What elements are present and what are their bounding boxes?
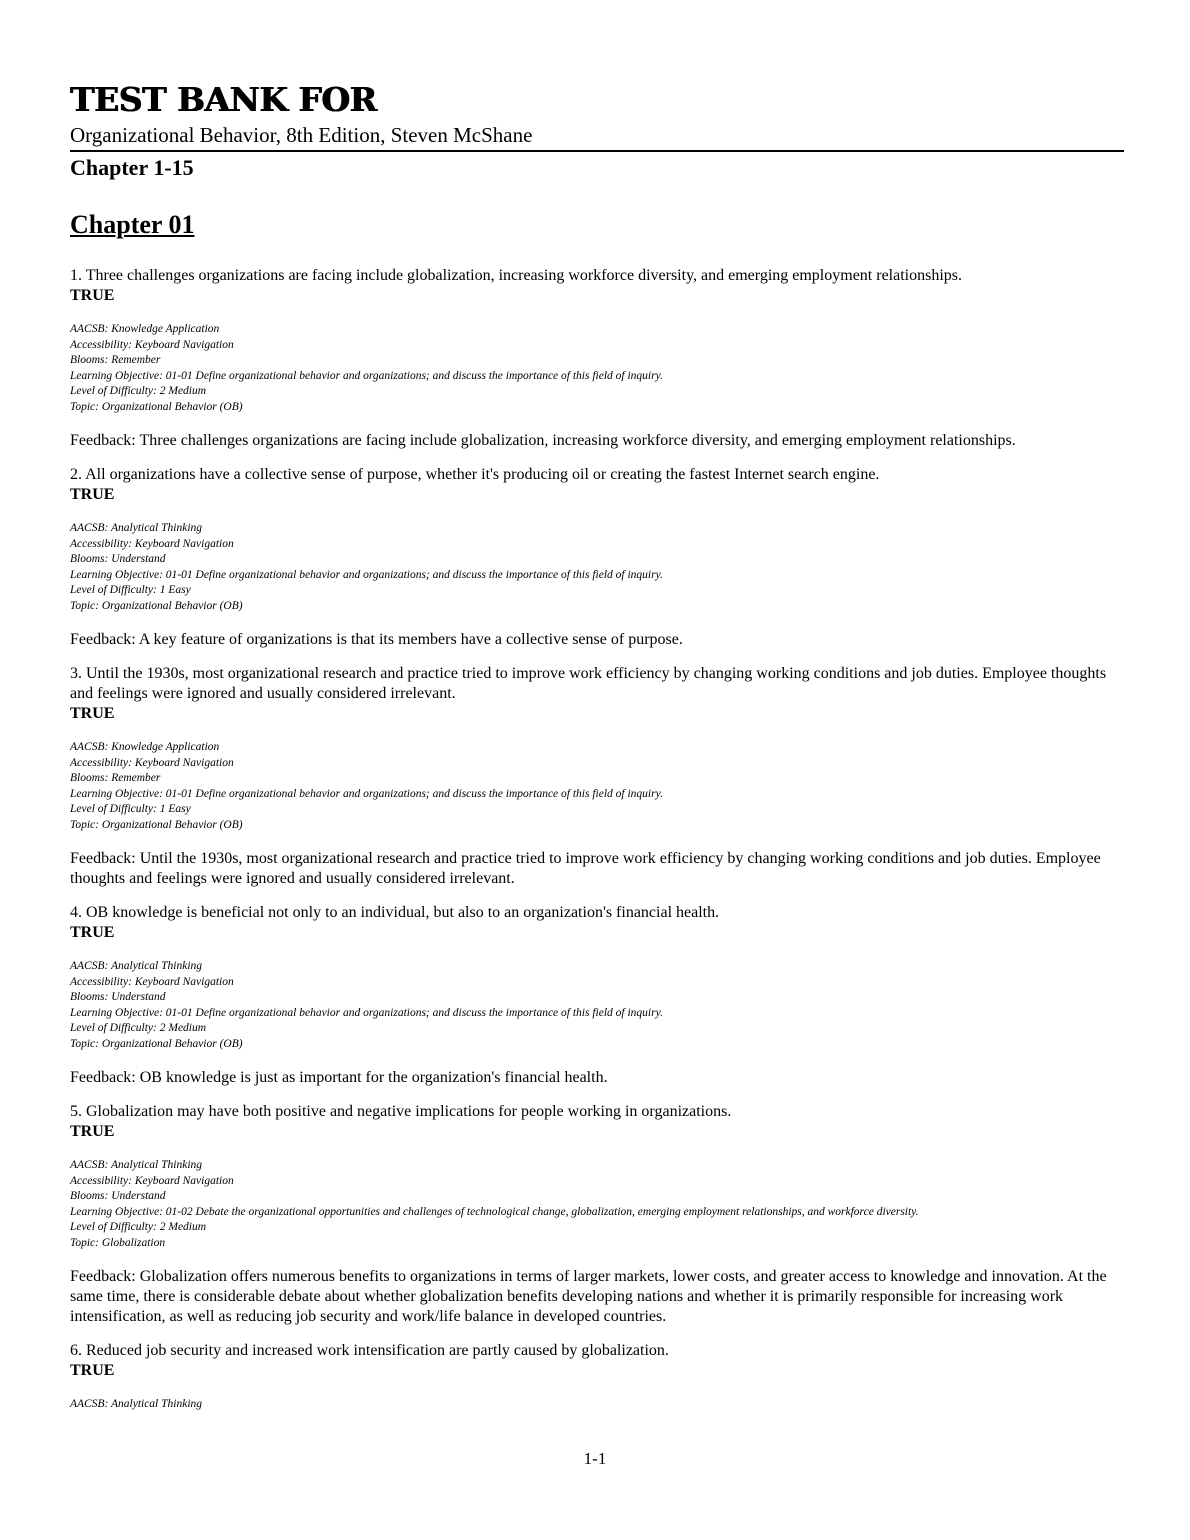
metadata-line: Learning Objective: 01-02 Debate the organizational opportunities and challenges of technological change, globalization, emerging employment relationships, and workforce diversity.: [70, 1205, 919, 1218]
metadata-line: Level of Difficulty: 1 Easy: [70, 584, 191, 596]
question-list: [70, 266, 1124, 1413]
book-subtitle: Organizational Behavior, 8th Edition, Steven McShane: [70, 123, 533, 147]
metadata-line: Accessibility: Keyboard Navigation: [70, 756, 234, 769]
question-item: [70, 266, 1124, 451]
question-metadata: [70, 959, 1124, 1052]
question-text: 3. Until the 1930s, most organizational research and practice tried to improve work efficiency by changing working conditions and job duties. Employee thoughts and feelings were ignored and usually considered irrelevant.: [70, 665, 1107, 702]
chapter-range: Chapter 1-15: [70, 155, 194, 180]
metadata-line: Accessibility: Keyboard Navigation: [70, 975, 234, 988]
metadata-line: Level of Difficulty: 2 Medium: [70, 385, 207, 397]
question-answer: TRUE: [70, 287, 115, 304]
metadata-line: AACSB: Analytical Thinking: [70, 522, 203, 534]
question-metadata: [70, 521, 1124, 614]
metadata-line: Learning Objective: 01-01 Define organizational behavior and organizations; and discuss the importance of this field of inquiry.: [70, 568, 663, 581]
document-header: [70, 80, 1124, 182]
metadata-line: Topic: Organizational Behavior (OB): [70, 400, 243, 413]
metadata-line: AACSB: Analytical Thinking: [70, 1159, 203, 1171]
question-feedback: Feedback: Three challenges organizations are facing include globalization, increasing workforce diversity, and emerging employment relationships.: [70, 432, 1016, 449]
metadata-line: Topic: Organizational Behavior (OB): [70, 1037, 243, 1050]
question-feedback: Feedback: A key feature of organizations is that its members have a collective sense of purpose.: [70, 631, 683, 648]
metadata-line: Blooms: Remember: [70, 772, 161, 784]
question-feedback: Feedback: Globalization offers numerous benefits to organizations in terms of larger markets, lower costs, and greater access to knowledge and innovation. At the same time, there is considerable debate about whether globalization benefits developing nations and whether it is primarily responsible for increasing work intensification, as well as reducing job security and work/life balance in developed countries.: [70, 1268, 1107, 1325]
page-content: [70, 208, 1124, 1413]
question-metadata: [70, 322, 1124, 415]
question-metadata: [70, 740, 1124, 833]
question-text: 1. Three challenges organizations are facing include globalization, increasing workforce diversity, and emerging employment relationships.: [70, 267, 963, 284]
question-item: [70, 1341, 1124, 1413]
question-item: [70, 1102, 1124, 1327]
question-item: [70, 465, 1124, 650]
question-answer: TRUE: [70, 1362, 115, 1379]
metadata-line: Blooms: Understand: [70, 991, 166, 1003]
metadata-line: Level of Difficulty: 2 Medium: [70, 1221, 207, 1233]
metadata-line: Topic: Organizational Behavior (OB): [70, 818, 243, 831]
metadata-line: Accessibility: Keyboard Navigation: [70, 537, 234, 550]
test-bank-title: TEST BANK FOR: [70, 80, 377, 119]
metadata-line: Learning Objective: 01-01 Define organizational behavior and organizations; and discuss the importance of this field of inquiry.: [70, 369, 663, 382]
metadata-line: Level of Difficulty: 2 Medium: [70, 1022, 207, 1034]
question-answer: TRUE: [70, 924, 115, 941]
metadata-line: AACSB: Analytical Thinking: [70, 1398, 203, 1410]
metadata-line: Accessibility: Keyboard Navigation: [70, 338, 234, 351]
metadata-line: Accessibility: Keyboard Navigation: [70, 1174, 234, 1187]
question-answer: TRUE: [70, 1123, 115, 1140]
question-text: 6. Reduced job security and increased work intensification are partly caused by globalization.: [70, 1342, 669, 1359]
question-text: 2. All organizations have a collective sense of purpose, whether it's producing oil or creating the fastest Internet search engine.: [70, 466, 880, 483]
question-metadata: [70, 1397, 1124, 1413]
metadata-line: Blooms: Understand: [70, 1190, 166, 1202]
question-metadata: [70, 1158, 1124, 1251]
question-text: 4. OB knowledge is beneficial not only to an individual, but also to an organization's financial health.: [70, 904, 720, 921]
metadata-line: AACSB: Analytical Thinking: [70, 960, 203, 972]
question-answer: TRUE: [70, 705, 115, 722]
question-answer: TRUE: [70, 486, 115, 503]
question-item: [70, 903, 1124, 1088]
metadata-line: Topic: Organizational Behavior (OB): [70, 599, 243, 612]
metadata-line: AACSB: Knowledge Application: [70, 741, 220, 753]
metadata-line: Topic: Globalization: [70, 1236, 166, 1249]
page-number: 1-1: [583, 1449, 607, 1468]
metadata-line: Learning Objective: 01-01 Define organizational behavior and organizations; and discuss the importance of this field of inquiry.: [70, 1006, 663, 1019]
metadata-line: Blooms: Understand: [70, 553, 166, 565]
question-feedback: Feedback: OB knowledge is just as important for the organization's financial health.: [70, 1069, 608, 1086]
metadata-line: AACSB: Knowledge Application: [70, 323, 220, 335]
metadata-line: Level of Difficulty: 1 Easy: [70, 803, 191, 815]
question-feedback: Feedback: Until the 1930s, most organizational research and practice tried to improve work efficiency by changing working conditions and job duties. Employee thoughts and feelings were ignored and usually considered irrelevant.: [70, 850, 1101, 887]
question-text: 5. Globalization may have both positive and negative implications for people working in organizations.: [70, 1103, 732, 1120]
chapter-heading: Chapter 01: [70, 210, 195, 239]
question-item: [70, 664, 1124, 889]
header-divider: [70, 150, 1124, 152]
metadata-line: Blooms: Remember: [70, 354, 161, 366]
metadata-line: Learning Objective: 01-01 Define organizational behavior and organizations; and discuss the importance of this field of inquiry.: [70, 787, 663, 800]
